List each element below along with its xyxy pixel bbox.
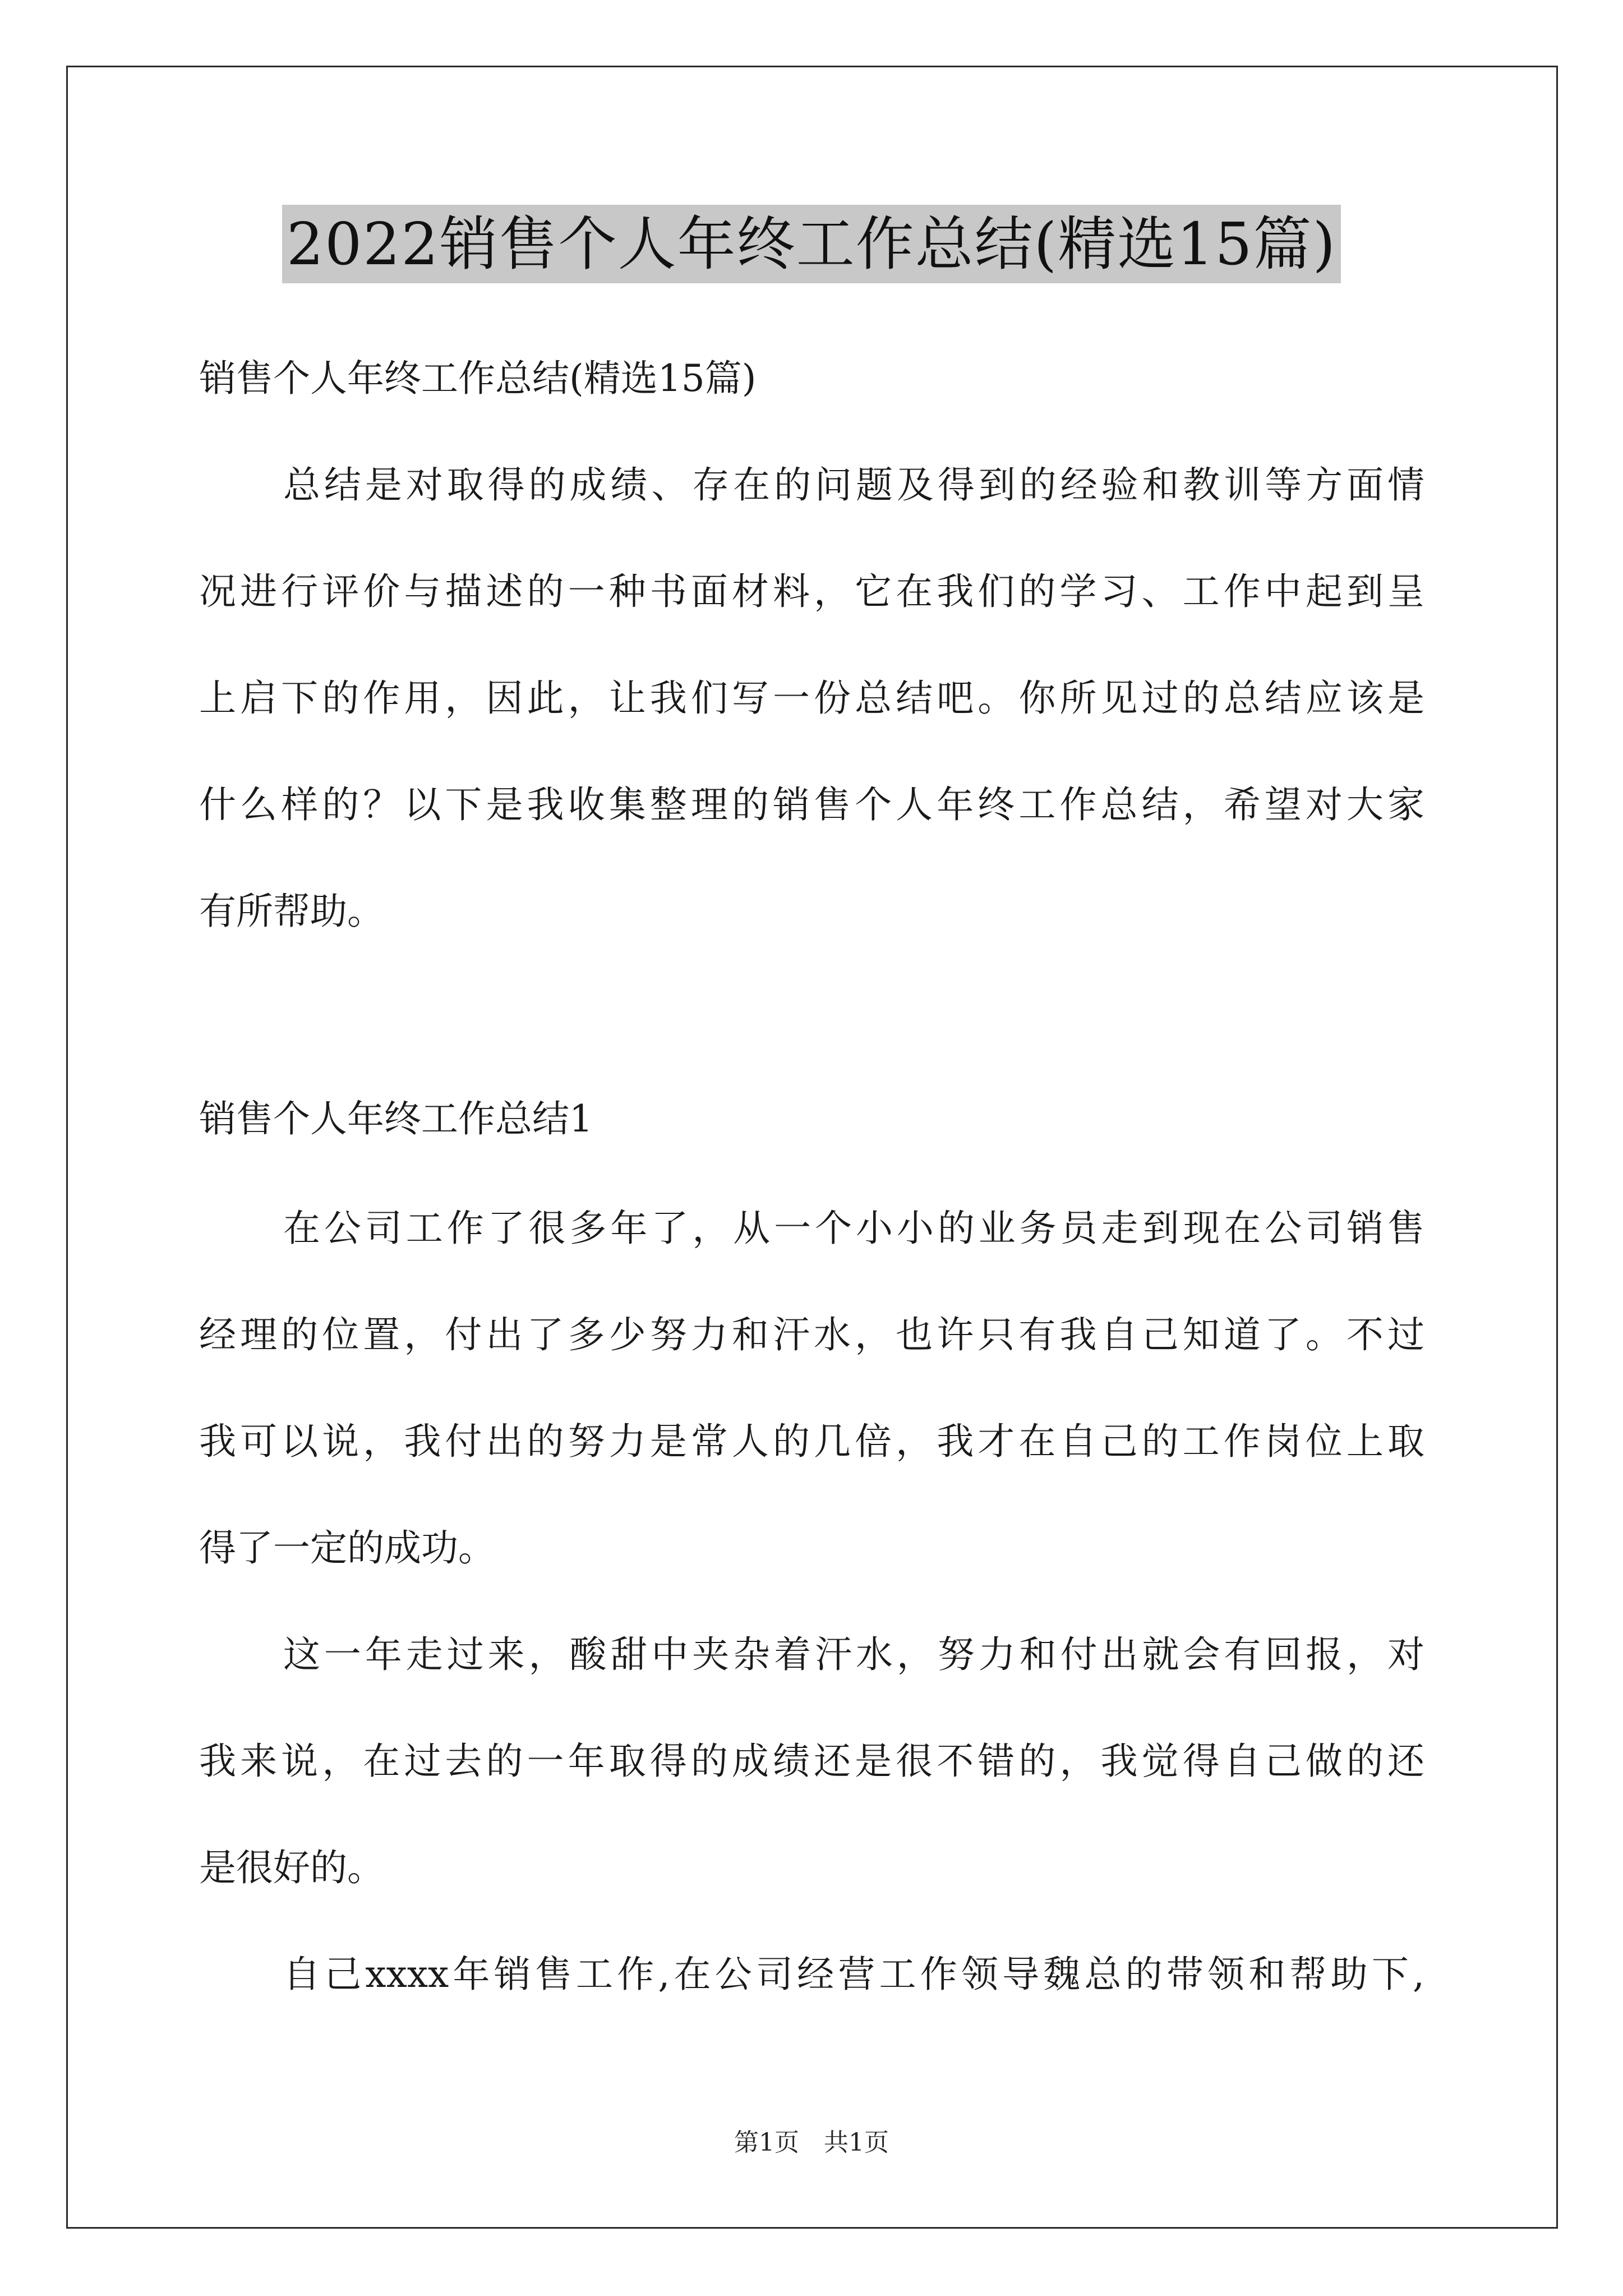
paragraph-line: 自己xxxx年销售工作,在公司经营工作领导魏总的带领和帮助下,	[283, 1953, 1424, 1996]
intro-line: 总结是对取得的成绩、存在的问题及得到的经验和教训等方面情	[283, 463, 1424, 507]
paragraph-line: 我可以说，我付出的努力是常人的几倍，我才在自己的工作岗位上取	[199, 1420, 1424, 1463]
paragraph-line: 是很好的。	[199, 1846, 384, 1889]
paragraph-line: 这一年走过来，酸甜中夹杂着汗水，努力和付出就会有回报，对	[283, 1633, 1424, 1676]
paragraph-line: 我来说，在过去的一年取得的成绩还是很不错的，我觉得自己做的还	[199, 1740, 1424, 1783]
document-subtitle: 销售个人年终工作总结(精选15篇)	[199, 357, 757, 400]
intro-line: 什么样的？以下是我收集整理的销售个人年终工作总结，希望对大家	[199, 783, 1424, 826]
page-footer: 第1页 共1页	[734, 2128, 889, 2157]
intro-line: 上启下的作用，因此，让我们写一份总结吧。你所见过的总结应该是	[199, 677, 1424, 720]
paragraph-line: 经理的位置，付出了多少努力和汗水，也许只有我自己知道了。不过	[199, 1313, 1424, 1356]
paragraph-line: 在公司工作了很多年了，从一个小小的业务员走到现在公司销售	[283, 1207, 1424, 1250]
paragraph-line: 得了一定的成功。	[199, 1526, 495, 1570]
intro-line: 有所帮助。	[199, 890, 384, 933]
section-heading: 销售个人年终工作总结1	[199, 1097, 593, 1140]
document-title: 2022销售个人年终工作总结(精选15篇)	[282, 205, 1341, 283]
title-container	[0, 205, 1623, 283]
intro-line: 况进行评价与描述的一种书面材料，它在我们的学习、工作中起到呈	[199, 570, 1424, 613]
